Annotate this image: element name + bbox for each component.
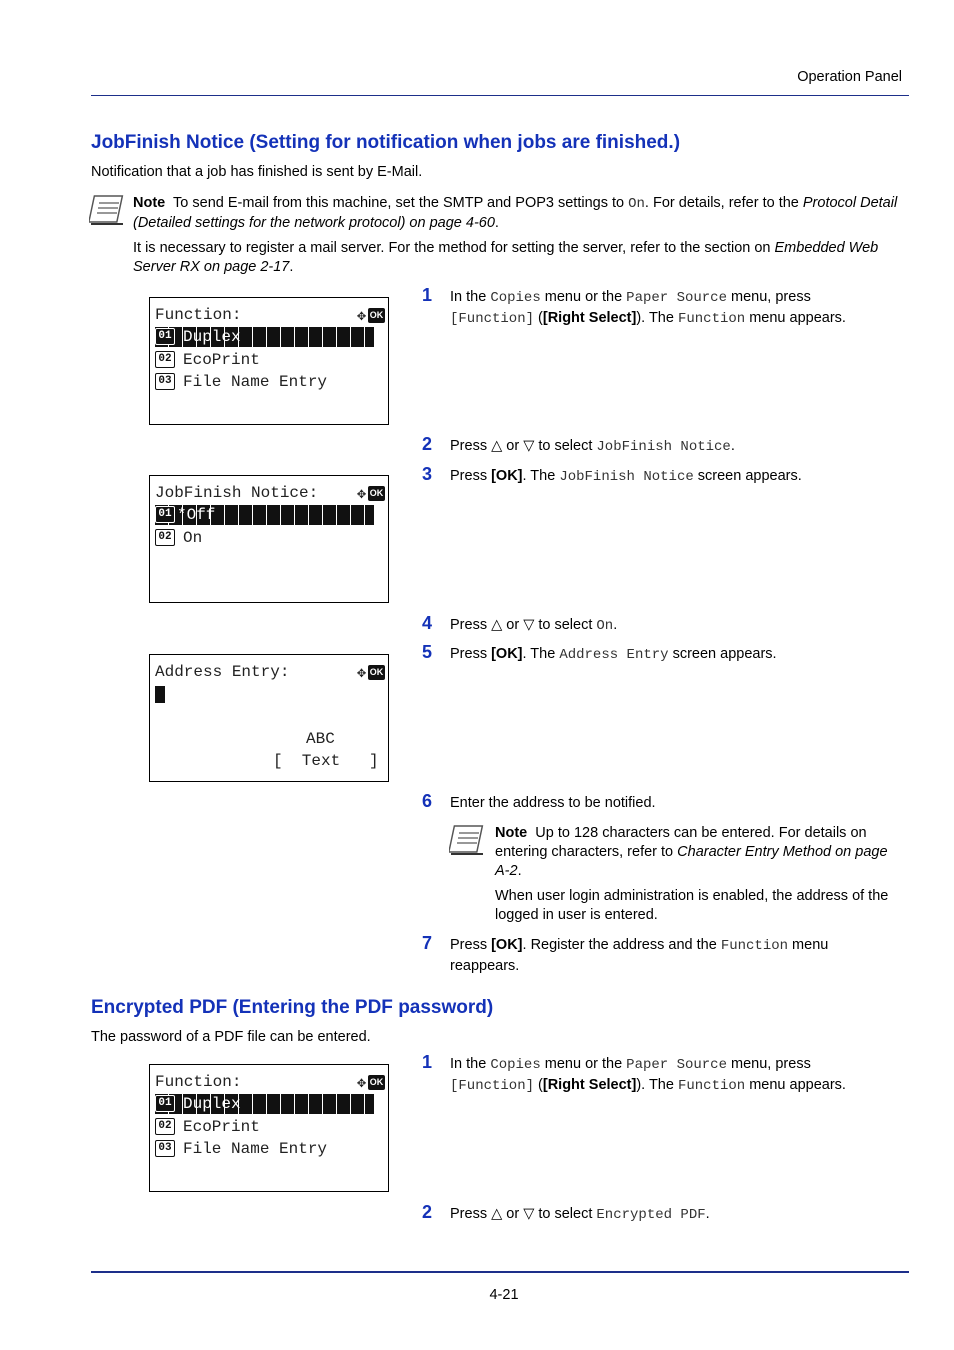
step-number: 2 — [422, 434, 433, 454]
note-protocol: Note To send E-mail from this machine, set the SMTP and POP3 settings to On. For details, refer to the Protocol Detail (Detailed settings for the network protocol) on page 4-60. — [133, 195, 898, 231]
lcd-icons — [357, 1073, 385, 1092]
lcd-menu-item[interactable]: 03 File Name Entry — [155, 1139, 327, 1159]
ok-icon: OK — [368, 486, 385, 501]
encrypted-step-2-text: Press △ or ▽ to select Encrypted PDF. — [450, 1206, 710, 1223]
step-number: 1 — [422, 1052, 433, 1072]
step-5-text: Press [OK]. The Address Entry screen appears. — [450, 646, 777, 663]
encrypted-pdf-desc: The password of a PDF file can be entered. — [91, 1029, 371, 1045]
lcd-title: JobFinish Notice: — [155, 484, 319, 502]
step-6-text: Enter the address to be notified. — [450, 795, 656, 811]
step-2-text: Press △ or ▽ to select JobFinish Notice. — [450, 438, 735, 455]
footer-rule — [91, 1271, 909, 1273]
step-4-text: Press △ or ▽ to select On. — [450, 617, 618, 634]
lcd-menu-item[interactable]: 02 EcoPrint — [155, 1117, 260, 1137]
protocol-reference[interactable]: Protocol Detail (Detailed settings for the network protocol) on page 4-60 — [133, 195, 898, 231]
lcd-icons — [357, 663, 385, 682]
text-cursor — [155, 686, 165, 703]
text-softkey[interactable]: [ Text ] — [273, 752, 379, 770]
step-number: 6 — [422, 791, 433, 811]
step-number: 5 — [422, 642, 433, 662]
note-label: Note — [495, 825, 528, 841]
encrypted-pdf-title: Encrypted PDF (Entering the PDF password) — [91, 997, 494, 1018]
jobfinish-desc: Notification that a job has finished is sent by E-Mail. — [91, 164, 423, 180]
input-mode-label: ABC — [306, 730, 335, 748]
note-icon — [89, 193, 129, 227]
lcd-menu-item[interactable]: 02 EcoPrint — [155, 350, 260, 370]
step-number: 7 — [422, 933, 433, 953]
embedded-web-reference[interactable]: Embedded Web Server RX on page 2-17 — [133, 240, 879, 275]
note-label: Note — [133, 195, 166, 211]
lcd-menu-item[interactable]: 02 On — [155, 528, 202, 548]
lcd-jobfinish-screen — [149, 475, 389, 603]
navigation-cross-icon: ✥ — [356, 308, 366, 325]
lcd-address-screen — [149, 654, 389, 782]
lcd-menu-item-selected[interactable]: 01 Duplex — [155, 1094, 374, 1114]
lcd-icons — [357, 484, 385, 503]
navigation-cross-icon: ✥ — [356, 486, 366, 503]
lcd-icons — [357, 306, 385, 325]
character-entry-reference[interactable]: Character Entry Method on page A-2 — [495, 844, 888, 879]
lcd-title: Function: — [155, 1073, 242, 1091]
step-number: 4 — [422, 613, 433, 633]
lcd-function-screen — [149, 1064, 389, 1192]
ok-icon: OK — [368, 665, 385, 680]
navigation-cross-icon: ✥ — [356, 665, 366, 682]
note-icon — [449, 823, 489, 857]
lcd-title: Address Entry: — [155, 663, 290, 681]
note-mail-server: It is necessary to register a mail server. For the method for setting the server, refer to the section on Embedded Web Server RX on page 2-17. — [133, 240, 879, 275]
jobfinish-title: JobFinish Notice (Setting for notification when jobs are finished.) — [91, 132, 681, 153]
step-number: 1 — [422, 285, 433, 305]
lcd-function-screen — [149, 297, 389, 425]
navigation-cross-icon: ✥ — [356, 1075, 366, 1092]
step-3-text: Press [OK]. The JobFinish Notice screen appears. — [450, 468, 802, 485]
ok-icon: OK — [368, 308, 385, 323]
header-rule — [91, 95, 909, 96]
encrypted-step-1-text: In the Copies menu or the Paper Source menu, press [Function] ([Right Select]). The Function menu appears. — [450, 1056, 846, 1094]
step-7-text: Press [OK]. Register the address and the Function menu reappears. — [450, 937, 829, 974]
step-number: 2 — [422, 1202, 433, 1222]
note-login-admin: When user login administration is enabled, the address of the logged in user is entered. — [495, 888, 889, 923]
note-character-limit: Note Up to 128 characters can be entered. For details on entering characters, refer to Character Entry Method on page A-2. — [495, 825, 888, 879]
lcd-menu-item[interactable]: 03 File Name Entry — [155, 372, 327, 392]
step-1-text: In the Copies menu or the Paper Source menu, press [Function] ([Right Select]). The Function menu appears. — [450, 289, 846, 327]
lcd-menu-item-selected[interactable]: 01 *Off — [155, 505, 374, 525]
header-section-label: Operation Panel — [797, 69, 902, 85]
lcd-menu-item-selected[interactable]: 01 Duplex — [155, 327, 374, 347]
step-number: 3 — [422, 464, 433, 484]
ok-icon: OK — [368, 1075, 385, 1090]
page-number: 4-21 — [489, 1287, 519, 1303]
lcd-title: Function: — [155, 306, 242, 324]
